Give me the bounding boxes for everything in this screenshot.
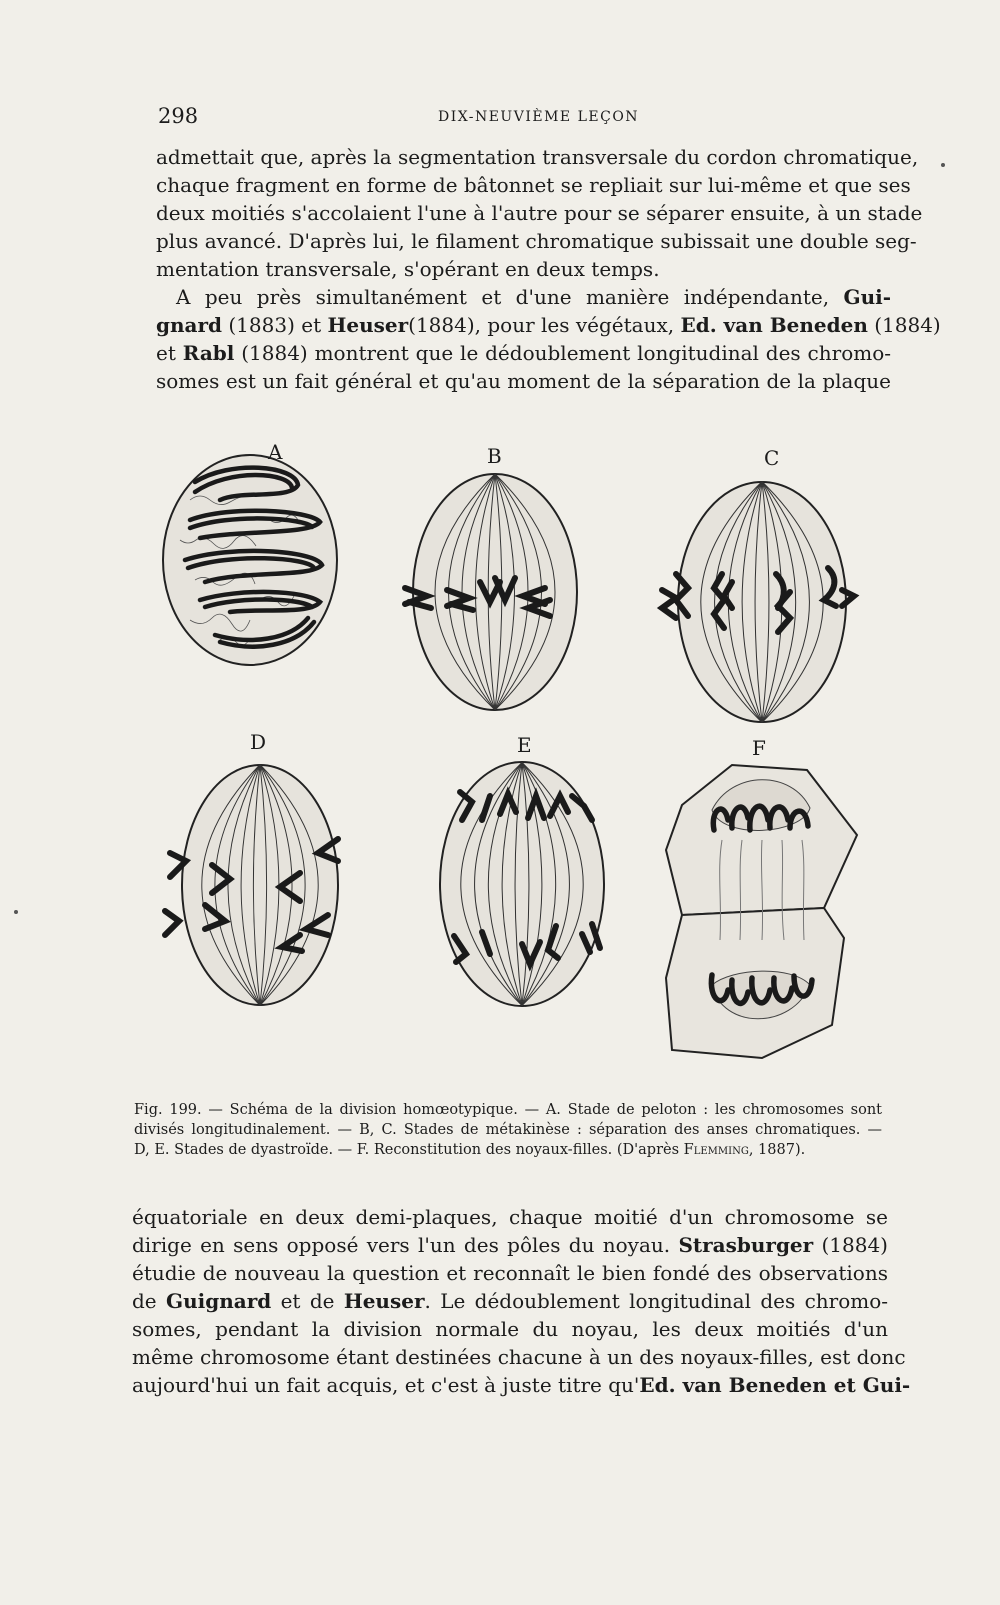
figure-label-c: C — [764, 446, 780, 470]
page-number: 298 — [158, 104, 199, 128]
cell-c-drawing — [662, 482, 854, 723]
caption-line: divisés longitudinalement. — B, C. Stades de métakinèse : séparation des anses chromatiques. — — [134, 1122, 882, 1138]
figure-199 — [150, 440, 890, 1070]
author-name: Heuser — [343, 1289, 425, 1313]
text-line: même chromosome étant destinées chacune à un des noyaux-filles, est donc — [132, 1345, 906, 1369]
paragraph-top — [156, 143, 941, 395]
text-run: dirige en sens opposé vers l'un des pôles du noyau. — [132, 1233, 671, 1257]
author-name: Ed. van Beneden et Gui- — [639, 1373, 911, 1397]
figure-label-a: A — [268, 440, 283, 464]
caption-line — [134, 1140, 882, 1160]
cell-b-drawing — [405, 474, 577, 710]
text-run: . Le dédoublement longitudinal des chromo- — [424, 1289, 889, 1313]
paper-speck — [941, 163, 945, 167]
text-run: (1884) montrent que le dédoublement longitudinal des chromo- — [241, 341, 891, 365]
text-line — [132, 1371, 911, 1399]
author-name: Guignard — [166, 1289, 272, 1313]
author-name: Gui- — [843, 285, 892, 309]
text-line: admettait que, après la segmentation transversale du cordon chromatique, — [156, 145, 919, 169]
cell-f-drawing — [666, 765, 857, 1058]
text-run: aujourd'hui un fait acquis, et c'est à juste titre qu' — [132, 1373, 640, 1397]
text-run: et de — [280, 1289, 335, 1313]
author-name: Strasburger — [678, 1233, 814, 1257]
text-run: et — [156, 341, 176, 365]
text-line: équatoriale en deux demi-plaques, chaque moitié d'un chromosome se — [132, 1205, 888, 1229]
paragraph-bottom — [132, 1203, 911, 1399]
page-header — [158, 104, 878, 134]
text-run: (1884) — [821, 1233, 888, 1257]
text-run: (1883) et — [228, 313, 322, 337]
text-run: D, E. Stades de dyastroïde. — F. Reconstitution des noyaux-filles. (D'après — [134, 1142, 680, 1158]
text-line: deux moitiés s'accolaient l'une à l'autre pour se séparer ensuite, à un stade — [156, 201, 923, 225]
text-run: (1884) — [874, 313, 941, 337]
author-name: Flemming — [683, 1142, 749, 1158]
figure-label-e: E — [517, 733, 532, 757]
figure-label-d: D — [250, 730, 267, 754]
text-line: mentation transversale, s'opérant en deux temps. — [156, 257, 660, 281]
cell-d-drawing — [165, 765, 338, 1006]
figure-caption — [134, 1100, 882, 1160]
text-line: somes est un fait général et qu'au moment de la séparation de la plaque — [156, 369, 891, 393]
text-line: plus avancé. D'après lui, le filament chromatique subissait une double seg- — [156, 229, 917, 253]
text-line: chaque fragment en forme de bâtonnet se repliait sur lui-même et que ses — [156, 173, 911, 197]
author-name: Rabl — [182, 341, 235, 365]
author-name: Ed. van Beneden — [680, 313, 868, 337]
text-run: (1884), pour les végétaux, — [408, 313, 675, 337]
author-name: gnard — [156, 313, 223, 337]
caption-line: Fig. 199. — Schéma de la division homœotypique. — A. Stade de peloton : les chromosomes sont — [134, 1102, 882, 1118]
figure-label-f: F — [752, 736, 766, 760]
text-line — [156, 283, 891, 311]
text-run: A peu près simultanément et d'une manière indépendante, — [176, 285, 830, 309]
figure-label-b: B — [487, 444, 502, 468]
text-line: somes, pendant la division normale du noyau, les deux moitiés d'un — [132, 1317, 888, 1341]
cell-a-drawing — [163, 455, 337, 665]
running-title: DIX-NEUVIÈME LEÇON — [438, 109, 640, 125]
text-line: étudie de nouveau la question et reconnaît le bien fondé des observations — [132, 1261, 888, 1285]
text-line — [156, 339, 891, 367]
text-line — [132, 1231, 888, 1259]
text-run: , 1887). — [748, 1142, 806, 1158]
text-line — [156, 311, 941, 339]
author-name: Heuser — [327, 313, 409, 337]
cell-e-drawing — [440, 762, 604, 1006]
text-run: de — [132, 1289, 157, 1313]
text-line — [132, 1287, 888, 1315]
paper-speck — [14, 910, 18, 914]
